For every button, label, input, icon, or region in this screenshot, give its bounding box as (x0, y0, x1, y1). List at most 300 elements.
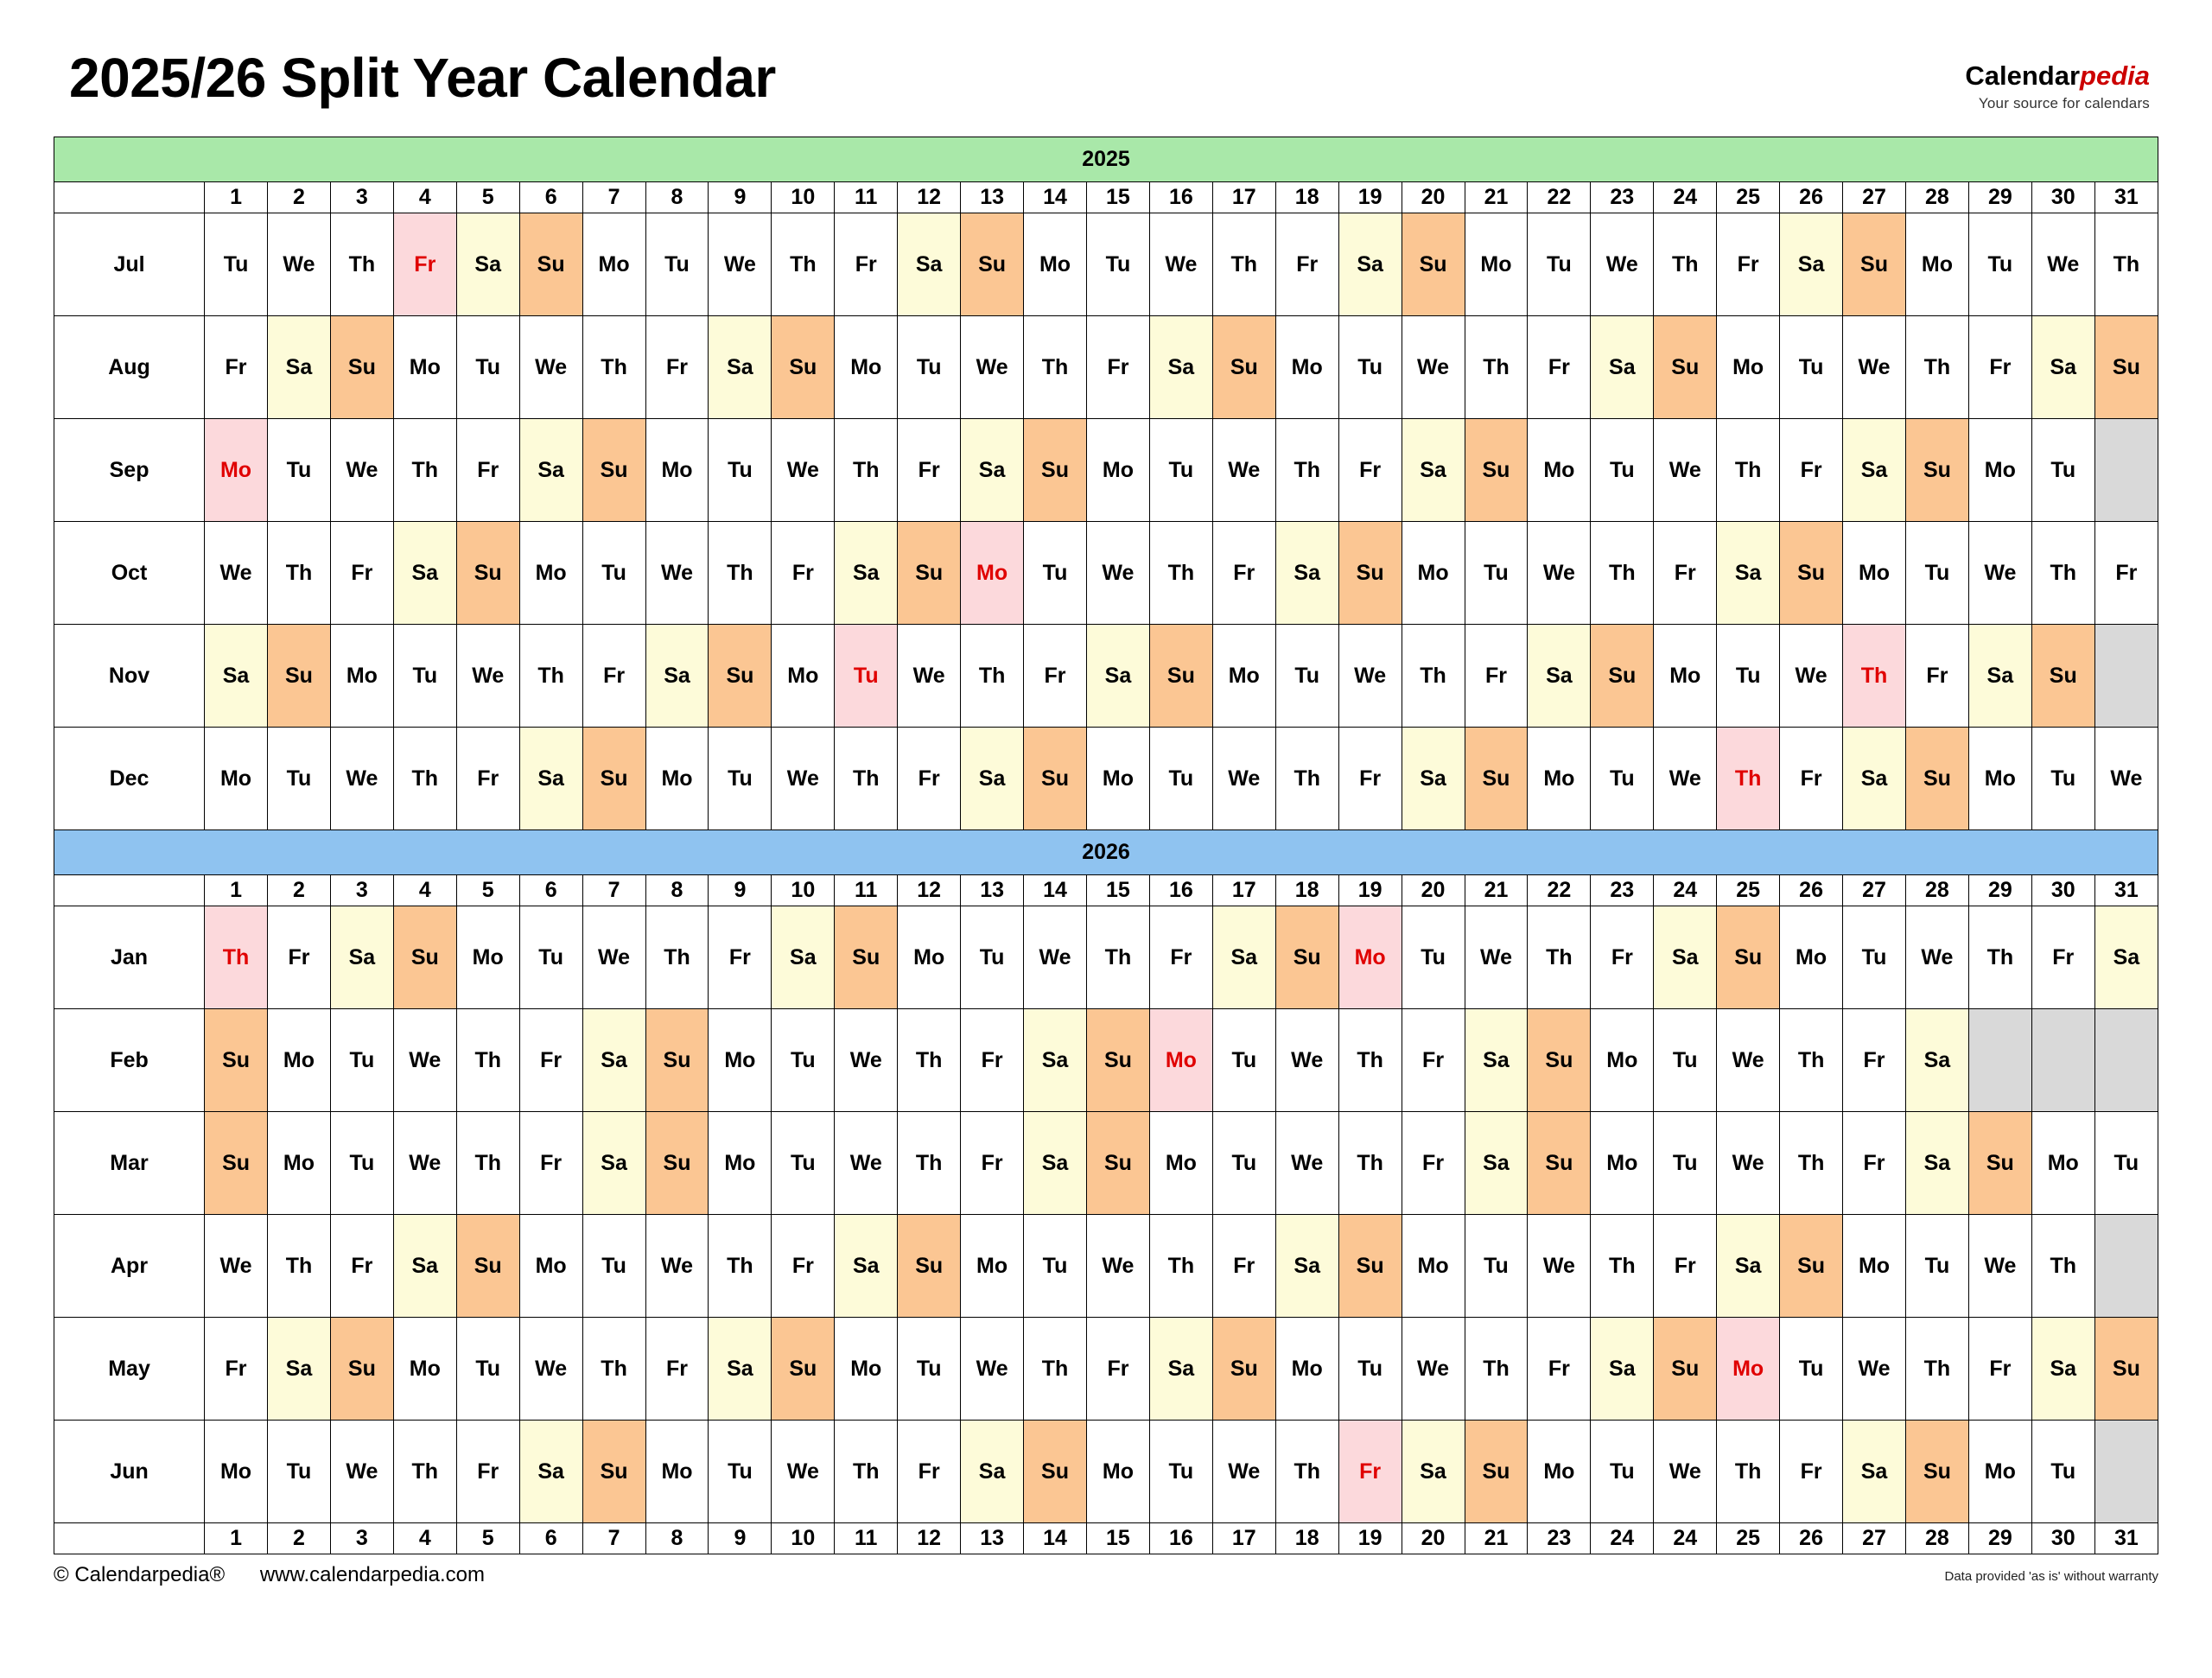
day-cell: Su (1654, 316, 1717, 419)
day-cell: Sa (1780, 213, 1843, 316)
day-cell: Sa (1275, 522, 1338, 625)
day-cell: Fr (1338, 728, 1402, 830)
day-cell: Fr (1465, 625, 1528, 728)
day-cell: Fr (1780, 419, 1843, 522)
brand-name-part1: Calendar (1965, 60, 2081, 91)
day-cell: Tu (1780, 316, 1843, 419)
day-number-cell: 28 (1905, 182, 1968, 213)
day-cell: We (205, 1215, 268, 1318)
page-title: 2025/26 Split Year Calendar (69, 47, 776, 109)
day-cell: Fr (1212, 522, 1275, 625)
day-cell: Th (1275, 419, 1338, 522)
day-cell: We (205, 522, 268, 625)
day-cell: Mo (1149, 1009, 1212, 1112)
day-number-cell: 12 (898, 1523, 961, 1554)
day-cell: We (1086, 1215, 1149, 1318)
day-cell: Th (1086, 906, 1149, 1009)
day-cell: Mo (1591, 1112, 1654, 1215)
day-cell: Th (1717, 419, 1780, 522)
day-cell: Su (898, 1215, 961, 1318)
day-cell: Tu (772, 1009, 835, 1112)
day-cell: Fr (1528, 1318, 1591, 1421)
day-cell: Sa (1465, 1009, 1528, 1112)
day-cell: Su (1212, 316, 1275, 419)
day-number-cell: 24 (1654, 875, 1717, 906)
day-cell: Sa (1024, 1112, 1087, 1215)
day-cell: Sa (2031, 1318, 2094, 1421)
day-cell: Fr (519, 1009, 582, 1112)
day-cell: Su (582, 419, 645, 522)
day-cell: Sa (330, 906, 393, 1009)
day-cell: Mo (645, 1421, 709, 1523)
day-cell: Sa (835, 522, 898, 625)
day-cell: Tu (1275, 625, 1338, 728)
day-cell: Th (1024, 1318, 1087, 1421)
month-label-apr: Apr (54, 1215, 205, 1318)
day-cell: Sa (1149, 316, 1212, 419)
day-cell: We (1528, 522, 1591, 625)
day-cell: Tu (330, 1112, 393, 1215)
brand-tagline: Your source for calendars (1978, 95, 2150, 111)
day-number-cell: 1 (205, 875, 268, 906)
day-number-cell: 31 (2094, 1523, 2158, 1554)
day-cell: Tu (1591, 728, 1654, 830)
day-cell: Sa (1843, 728, 1906, 830)
day-number-cell: 31 (2094, 875, 2158, 906)
day-cell: Mo (519, 522, 582, 625)
day-cell: Tu (1905, 1215, 1968, 1318)
day-cell: Tu (330, 1009, 393, 1112)
day-cell: Su (2094, 1318, 2158, 1421)
day-cell: Sa (961, 1421, 1024, 1523)
day-cell: Tu (835, 625, 898, 728)
day-cell: Fr (1086, 316, 1149, 419)
day-cell: We (1338, 625, 1402, 728)
day-cell: Th (393, 1421, 456, 1523)
day-cell: Fr (1968, 316, 2031, 419)
day-cell: Sa (1086, 625, 1149, 728)
day-cell: Fr (519, 1112, 582, 1215)
day-number-cell: 12 (898, 875, 961, 906)
day-cell: Tu (268, 419, 331, 522)
day-number-cell: 14 (1024, 875, 1087, 906)
day-cell: Fr (1780, 1421, 1843, 1523)
day-cell: Fr (645, 316, 709, 419)
day-cell: Fr (456, 728, 519, 830)
month-label-jun: Jun (54, 1421, 205, 1523)
day-cell: We (1843, 1318, 1906, 1421)
day-number-cell: 15 (1086, 1523, 1149, 1554)
day-cell: Fr (898, 1421, 961, 1523)
day-number-cell: 6 (519, 1523, 582, 1554)
day-cell: Th (456, 1009, 519, 1112)
day-number-cell: 3 (330, 875, 393, 906)
day-cell: Th (898, 1009, 961, 1112)
day-number-cell: 19 (1338, 1523, 1402, 1554)
day-number-cell: 1 (205, 182, 268, 213)
day-cell: Tu (1212, 1112, 1275, 1215)
day-cell: We (2031, 213, 2094, 316)
day-cell: Sa (1905, 1112, 1968, 1215)
day-cell: Su (772, 316, 835, 419)
day-cell: Tu (268, 1421, 331, 1523)
day-cell: Tu (898, 316, 961, 419)
day-cell: Sa (1528, 625, 1591, 728)
day-cell: Fr (645, 1318, 709, 1421)
day-number-cell: 4 (393, 1523, 456, 1554)
day-cell: Mo (1402, 1215, 1465, 1318)
day-cell: Su (1465, 419, 1528, 522)
day-cell: Tu (709, 728, 772, 830)
day-cell: Fr (330, 1215, 393, 1318)
day-cell: Sa (835, 1215, 898, 1318)
day-cell: Su (1717, 906, 1780, 1009)
day-cell: Fr (2031, 906, 2094, 1009)
day-number-cell: 11 (835, 182, 898, 213)
day-cell: We (772, 1421, 835, 1523)
day-cell: Su (456, 1215, 519, 1318)
day-number-cell: 20 (1402, 1523, 1465, 1554)
day-cell: We (1212, 419, 1275, 522)
day-cell: Th (2031, 1215, 2094, 1318)
day-cell: We (1212, 1421, 1275, 1523)
day-cell: Mo (268, 1009, 331, 1112)
day-cell: Mo (393, 316, 456, 419)
day-cell: Fr (961, 1009, 1024, 1112)
month-row (54, 1215, 2158, 1318)
day-cell: Sa (456, 213, 519, 316)
day-cell: Th (582, 1318, 645, 1421)
day-number-cell: 5 (456, 182, 519, 213)
day-cell: Mo (1843, 522, 1906, 625)
day-cell: Fr (456, 1421, 519, 1523)
day-cell: Tu (1465, 1215, 1528, 1318)
day-cell: Th (645, 906, 709, 1009)
day-number-cell: 3 (330, 182, 393, 213)
day-cell: Th (961, 625, 1024, 728)
day-cell: Sa (1402, 728, 1465, 830)
day-cell: Mo (645, 419, 709, 522)
day-cell: Tu (1968, 213, 2031, 316)
day-number-cell: 29 (1968, 875, 2031, 906)
day-cell: Sa (898, 213, 961, 316)
day-cell: Th (1338, 1112, 1402, 1215)
day-cell: Fr (1024, 625, 1087, 728)
day-cell: Su (1780, 522, 1843, 625)
day-cell: Sa (1905, 1009, 1968, 1112)
day-cell: Mo (1275, 316, 1338, 419)
day-cell: Tu (772, 1112, 835, 1215)
day-cell: Tu (1591, 419, 1654, 522)
day-cell (2031, 1009, 2094, 1112)
day-cell: Sa (1338, 213, 1402, 316)
day-cell: Sa (582, 1009, 645, 1112)
day-number-cell: 28 (1905, 1523, 1968, 1554)
day-cell: Tu (898, 1318, 961, 1421)
day-cell: We (1149, 213, 1212, 316)
day-cell: Th (268, 1215, 331, 1318)
day-cell: Sa (393, 522, 456, 625)
day-cell: Fr (268, 906, 331, 1009)
day-cell: We (456, 625, 519, 728)
day-cell: Tu (1654, 1009, 1717, 1112)
day-number-row-spacer (54, 1523, 205, 1554)
month-label-oct: Oct (54, 522, 205, 625)
day-cell: Sa (393, 1215, 456, 1318)
day-cell: Mo (1968, 419, 2031, 522)
day-cell: Sa (1402, 419, 1465, 522)
day-number-cell: 30 (2031, 1523, 2094, 1554)
day-cell: We (393, 1112, 456, 1215)
day-cell: Mo (1717, 1318, 1780, 1421)
day-cell: Su (1024, 419, 1087, 522)
website-link[interactable]: www.calendarpedia.com (259, 1563, 485, 1586)
day-cell: Mo (1654, 625, 1717, 728)
day-cell: Su (898, 522, 961, 625)
day-cell: Th (456, 1112, 519, 1215)
day-cell: Mo (205, 1421, 268, 1523)
day-cell: Mo (1591, 1009, 1654, 1112)
day-cell: Tu (1149, 728, 1212, 830)
day-cell: Sa (1212, 906, 1275, 1009)
day-cell: Th (1465, 316, 1528, 419)
day-cell: We (1024, 906, 1087, 1009)
month-row (54, 522, 2158, 625)
day-number-cell: 26 (1780, 1523, 1843, 1554)
day-cell: Sa (2031, 316, 2094, 419)
day-number-cell: 6 (519, 875, 582, 906)
day-cell: Mo (1149, 1112, 1212, 1215)
month-row (54, 625, 2158, 728)
day-cell: We (519, 1318, 582, 1421)
day-number-cell: 6 (519, 182, 582, 213)
day-cell: Tu (1780, 1318, 1843, 1421)
day-cell: Fr (582, 625, 645, 728)
day-cell: Sa (582, 1112, 645, 1215)
day-cell: Tu (1654, 1112, 1717, 1215)
day-cell: We (1654, 1421, 1717, 1523)
day-cell (2094, 1421, 2158, 1523)
day-cell (2094, 1215, 2158, 1318)
day-cell: We (1968, 1215, 2031, 1318)
day-cell: Mo (330, 625, 393, 728)
day-cell: We (835, 1009, 898, 1112)
day-cell: We (330, 1421, 393, 1523)
day-cell: Su (1843, 213, 1906, 316)
month-row (54, 1009, 2158, 1112)
day-cell: We (1780, 625, 1843, 728)
day-cell: Su (205, 1112, 268, 1215)
day-cell: Th (1275, 728, 1338, 830)
day-number-cell: 26 (1780, 875, 1843, 906)
day-cell: Su (330, 316, 393, 419)
day-number-cell: 25 (1717, 875, 1780, 906)
day-cell: Th (1275, 1421, 1338, 1523)
day-number-row-bottom (54, 1523, 2158, 1554)
day-number-row-middle (54, 875, 2158, 906)
day-cell: Su (1338, 1215, 1402, 1318)
day-cell: Mo (456, 906, 519, 1009)
day-cell: Su (1528, 1112, 1591, 1215)
day-cell: Tu (2094, 1112, 2158, 1215)
day-cell: We (1905, 906, 1968, 1009)
day-cell: Su (1275, 906, 1338, 1009)
day-cell: Sa (1402, 1421, 1465, 1523)
day-cell: Fr (1086, 1318, 1149, 1421)
day-cell: Mo (582, 213, 645, 316)
day-cell: Tu (1149, 1421, 1212, 1523)
day-cell: We (1654, 419, 1717, 522)
month-label-aug: Aug (54, 316, 205, 419)
day-cell: We (1654, 728, 1717, 830)
day-cell (2094, 625, 2158, 728)
day-cell: Mo (961, 522, 1024, 625)
day-number-cell: 26 (1780, 182, 1843, 213)
day-cell: We (1465, 906, 1528, 1009)
day-cell: Tu (1338, 316, 1402, 419)
day-cell: Tu (1402, 906, 1465, 1009)
day-number-cell: 29 (1968, 1523, 2031, 1554)
day-cell: Mo (1968, 728, 2031, 830)
day-cell: Th (898, 1112, 961, 1215)
day-cell: Tu (1212, 1009, 1275, 1112)
day-number-cell: 2 (268, 1523, 331, 1554)
footer-credits (54, 1563, 485, 1587)
day-number-cell: 10 (772, 1523, 835, 1554)
day-cell: Fr (898, 419, 961, 522)
day-cell: Mo (205, 728, 268, 830)
day-number-row-top (54, 182, 2158, 213)
day-cell: Sa (519, 419, 582, 522)
day-cell: We (1843, 316, 1906, 419)
day-cell: Fr (1528, 316, 1591, 419)
day-number-cell: 13 (961, 875, 1024, 906)
day-number-cell: 2 (268, 875, 331, 906)
day-cell: Sa (961, 419, 1024, 522)
day-cell: Th (1654, 213, 1717, 316)
day-number-cell: 15 (1086, 875, 1149, 906)
day-cell: Sa (205, 625, 268, 728)
day-cell: We (268, 213, 331, 316)
day-number-cell: 7 (582, 1523, 645, 1554)
day-number-cell: 24 (1654, 182, 1717, 213)
day-cell: We (582, 906, 645, 1009)
day-number-cell: 13 (961, 1523, 1024, 1554)
day-cell: Mo (1086, 419, 1149, 522)
day-cell: Sa (1024, 1009, 1087, 1112)
day-cell: Sa (1465, 1112, 1528, 1215)
day-cell: Tu (1905, 522, 1968, 625)
day-number-cell: 4 (393, 182, 456, 213)
day-cell: Mo (645, 728, 709, 830)
day-cell: Mo (709, 1009, 772, 1112)
day-number-cell: 16 (1149, 1523, 1212, 1554)
day-cell: Tu (1024, 1215, 1087, 1318)
day-cell: Th (393, 728, 456, 830)
day-cell: We (1402, 1318, 1465, 1421)
day-cell: Tu (1465, 522, 1528, 625)
day-cell: Fr (205, 1318, 268, 1421)
calendar-table (54, 137, 2158, 1554)
day-cell: Mo (1528, 728, 1591, 830)
day-cell: We (1591, 213, 1654, 316)
day-number-cell: 22 (1528, 182, 1591, 213)
day-cell: Th (1843, 625, 1906, 728)
day-cell: We (330, 728, 393, 830)
day-cell: Mo (898, 906, 961, 1009)
day-cell: Th (1528, 906, 1591, 1009)
day-cell: Su (1780, 1215, 1843, 1318)
day-cell: Sa (709, 1318, 772, 1421)
day-cell: We (1402, 316, 1465, 419)
day-cell: Tu (709, 419, 772, 522)
day-cell: Tu (2031, 728, 2094, 830)
day-cell: Th (330, 213, 393, 316)
day-number-cell: 23 (1528, 1523, 1591, 1554)
day-number-cell: 21 (1465, 1523, 1528, 1554)
day-cell: Su (1465, 728, 1528, 830)
day-cell: Tu (2031, 1421, 2094, 1523)
day-number-cell: 11 (835, 1523, 898, 1554)
day-cell: Su (835, 906, 898, 1009)
day-cell: Mo (268, 1112, 331, 1215)
day-cell: Su (1149, 625, 1212, 728)
day-cell: Th (393, 419, 456, 522)
day-cell: Fr (961, 1112, 1024, 1215)
day-cell: Mo (1780, 906, 1843, 1009)
day-number-cell: 16 (1149, 875, 1212, 906)
day-cell: Tu (456, 1318, 519, 1421)
day-number-cell: 27 (1843, 182, 1906, 213)
day-cell: Sa (1968, 625, 2031, 728)
day-number-cell: 10 (772, 182, 835, 213)
day-cell: Su (1968, 1112, 2031, 1215)
day-number-cell: 28 (1905, 875, 1968, 906)
day-cell: We (2094, 728, 2158, 830)
day-cell: Th (1591, 522, 1654, 625)
day-number-cell: 17 (1212, 182, 1275, 213)
day-cell: Th (709, 1215, 772, 1318)
day-cell: Mo (835, 316, 898, 419)
day-number-cell: 9 (709, 182, 772, 213)
day-number-cell: 31 (2094, 182, 2158, 213)
day-cell: Tu (1528, 213, 1591, 316)
day-cell: Fr (1843, 1009, 1906, 1112)
day-cell: Su (1905, 1421, 1968, 1523)
month-row (54, 1421, 2158, 1523)
day-cell: Su (268, 625, 331, 728)
month-row (54, 1112, 2158, 1215)
day-cell: Fr (1905, 625, 1968, 728)
day-cell: Su (1086, 1009, 1149, 1112)
day-cell: Su (709, 625, 772, 728)
day-cell: Mo (1528, 419, 1591, 522)
day-cell: Th (2031, 522, 2094, 625)
year-bar-2025: 2025 (54, 137, 2158, 182)
day-cell: Th (1780, 1009, 1843, 1112)
day-cell: Fr (330, 522, 393, 625)
day-cell: We (772, 419, 835, 522)
day-cell: We (1717, 1112, 1780, 1215)
day-cell: Tu (1149, 419, 1212, 522)
day-cell: Fr (205, 316, 268, 419)
day-number-cell: 5 (456, 1523, 519, 1554)
day-cell: We (1968, 522, 2031, 625)
day-cell: Sa (1149, 1318, 1212, 1421)
day-cell: Fr (898, 728, 961, 830)
day-number-cell: 3 (330, 1523, 393, 1554)
day-cell: Mo (709, 1112, 772, 1215)
